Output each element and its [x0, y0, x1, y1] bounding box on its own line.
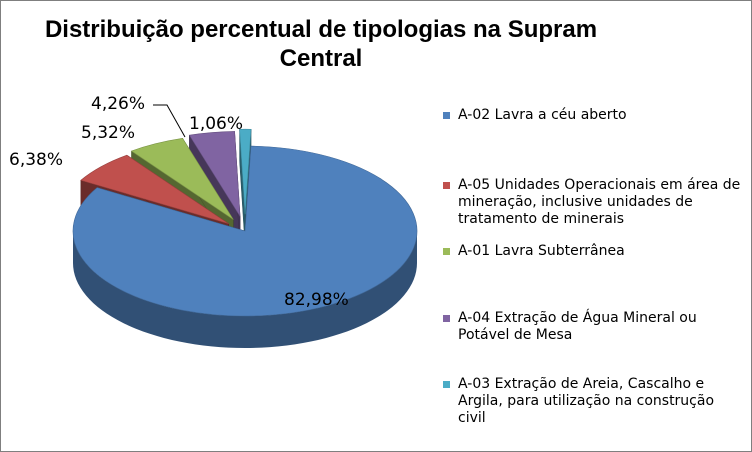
legend-swatch-1 [443, 182, 450, 189]
chart-title: Distribuição percentual de tipologias na Supram Central [44, 16, 598, 72]
data-label-0: 82,98% [284, 290, 349, 310]
legend-label: A-03 Extração de Areia, Cascalho e Argila, para utilização na construção civil [458, 376, 715, 426]
legend-swatch-4 [443, 381, 450, 388]
legend-label: A-02 Lavra a céu aberto [458, 107, 627, 123]
data-label-2: 5,32% [81, 123, 136, 143]
data-label-3: 4,26% [91, 94, 146, 114]
legend-label: A-05 Unidades Operacionais em área de mineração, inclusive unidades de tratamento de minerais [458, 177, 741, 227]
leader-line [153, 105, 185, 137]
data-label-4: 1,06% [189, 114, 244, 134]
legend-label: A-01 Lavra Subterrânea [458, 243, 625, 259]
legend-swatch-0 [443, 112, 450, 119]
legend-swatch-3 [443, 315, 450, 322]
legend-label: A-04 Extração de Água Mineral ou Potável de Mesa [458, 310, 697, 343]
data-label-1: 6,38% [9, 150, 64, 170]
legend-swatch-2 [443, 248, 450, 255]
